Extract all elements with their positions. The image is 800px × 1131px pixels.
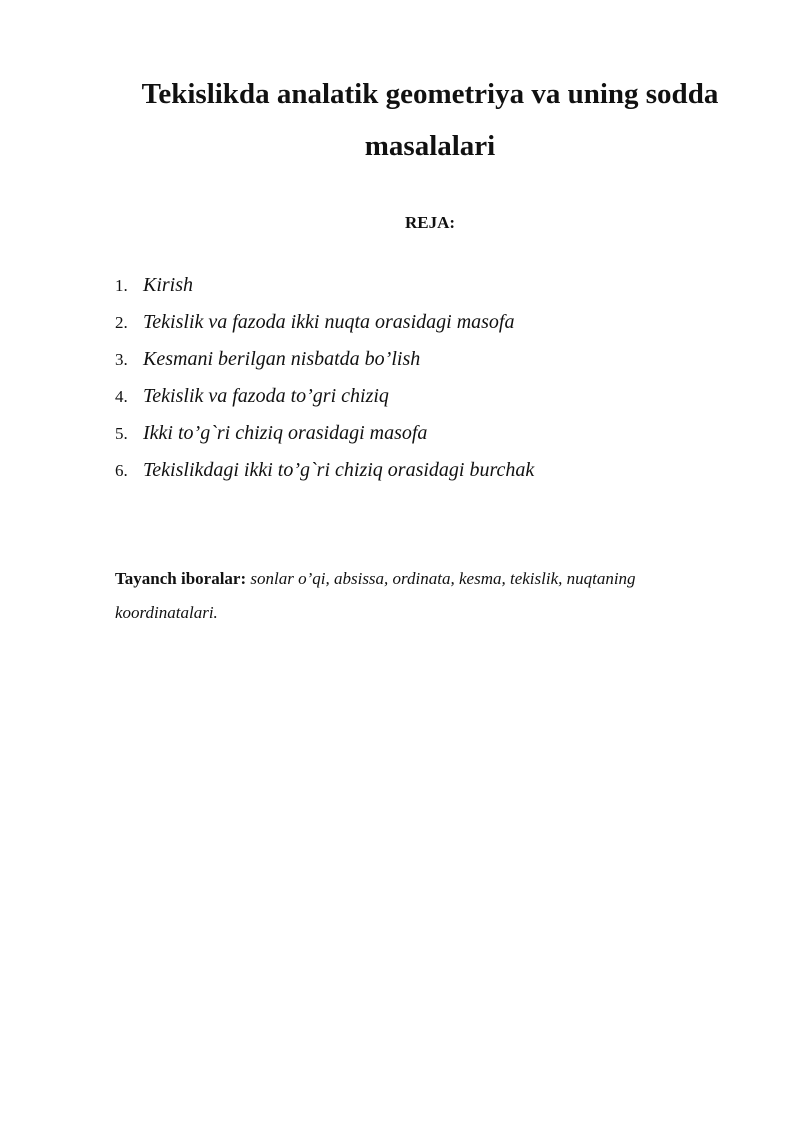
plan-item-text: Tekislik va fazoda to’gri chiziq bbox=[143, 385, 389, 407]
plan-item-text: Tekislikdagi ikki to’g`ri chiziq orasidagi burchak bbox=[143, 459, 535, 481]
keywords-label: Tayanch iboralar: bbox=[115, 569, 247, 588]
document-title-line1: Tekislikda analatik geometriya va uning sodda bbox=[141, 78, 719, 110]
document-title-line2: masalalari bbox=[364, 130, 496, 162]
plan-item-text: Kirish bbox=[143, 274, 194, 296]
plan-list bbox=[115, 274, 534, 496]
plan-item-number: 4. bbox=[115, 387, 128, 406]
keywords-text: sonlar o’qi, absissa, ordinata, kesma, tekislik, nuqtaning koordinatalari. bbox=[115, 569, 636, 622]
plan-heading: REJA: bbox=[404, 213, 456, 232]
plan-item bbox=[115, 385, 534, 422]
plan-item-number: 1. bbox=[115, 276, 128, 295]
plan-item bbox=[115, 348, 534, 385]
plan-item-text: Ikki to’g`ri chiziq orasidagi masofa bbox=[143, 422, 428, 444]
plan-item-number: 2. bbox=[115, 313, 128, 332]
plan-item-number: 3. bbox=[115, 350, 128, 369]
plan-item-number: 5. bbox=[115, 424, 128, 443]
plan-item bbox=[115, 459, 534, 496]
plan-item bbox=[115, 274, 534, 311]
plan-item-number: 6. bbox=[115, 461, 128, 480]
plan-item-text: Tekislik va fazoda ikki nuqta orasidagi masofa bbox=[143, 311, 515, 333]
plan-item-text: Kesmani berilgan nisbatda bo’lish bbox=[143, 348, 421, 370]
keywords-paragraph bbox=[115, 562, 715, 630]
plan-item bbox=[115, 422, 534, 459]
plan-item bbox=[115, 311, 534, 348]
